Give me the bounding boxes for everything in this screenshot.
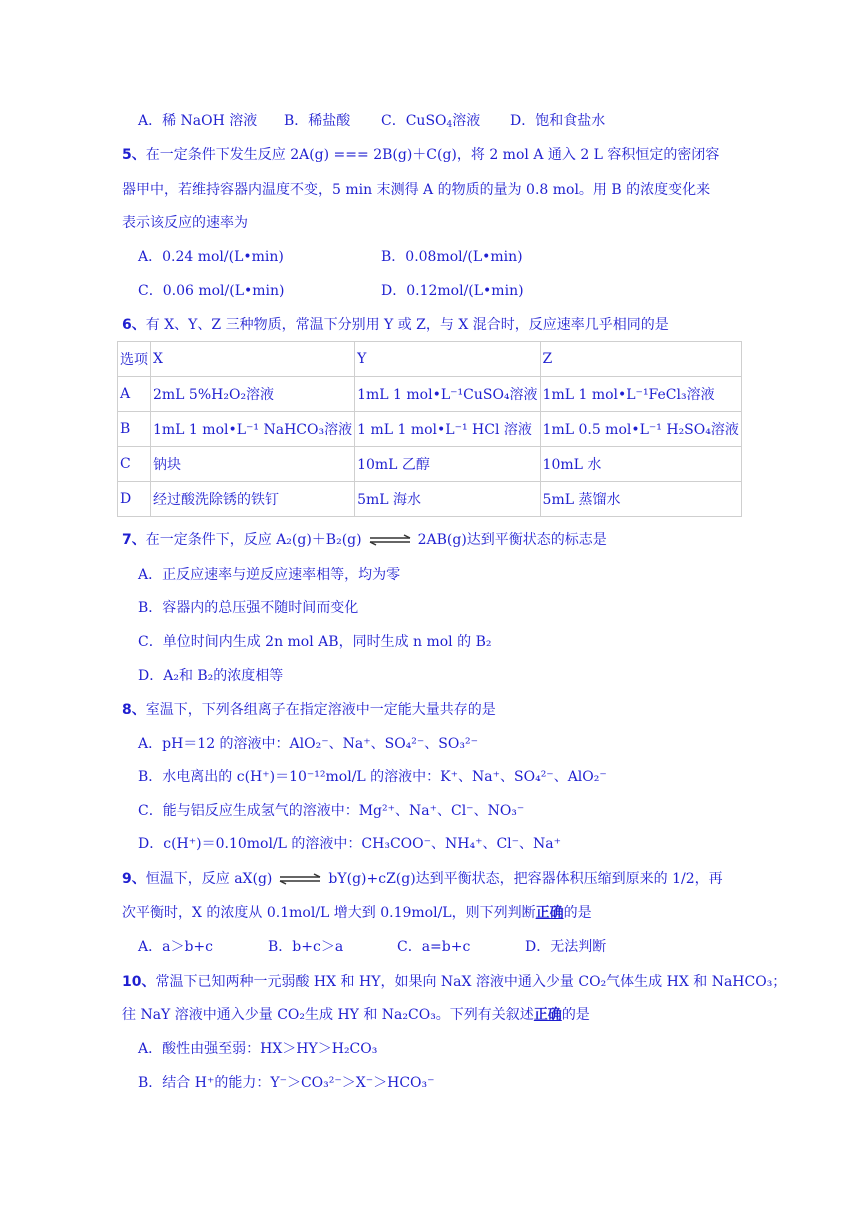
q4-option-c: C．CuSO$_4$溶液 — [381, 113, 481, 130]
emphasis-underline: 正确 — [535, 905, 564, 921]
row-label: D — [118, 482, 151, 517]
q10-option-a: A．酸性由强至弱：HX＞HY＞H₂CO₃ — [138, 1041, 378, 1057]
table-row — [118, 482, 742, 517]
header-cell: Y — [355, 342, 540, 377]
q7-option-c: C．单位时间内生成 2n mol AB，同时生成 n mol 的 B₂ — [138, 634, 492, 650]
q8-option-a: A．pH＝12 的溶液中：AlO₂⁻、Na⁺、SO₄²⁻、SO₃²⁻ — [138, 736, 478, 752]
header-cell: 选项 — [118, 342, 151, 377]
q9-option-c: C．a=b+c — [397, 939, 471, 955]
header-cell: Z — [540, 342, 741, 377]
q9-stem-line2: 次平衡时，X 的浓度从 0.1mol/L 增大到 0.19mol/L，则下列判断正确的是 — [122, 905, 592, 921]
q5-stem-line2: 器甲中，若维持容器内温度不变，5 min 末测得 A 的物质的量为 0.8 mol。用 B 的浓度变化来 — [122, 182, 711, 198]
q4-option-d: D．饱和食盐水 — [510, 113, 606, 129]
cell-x: 经过酸洗除锈的铁钉 — [151, 482, 355, 517]
q5-option-d: D．0.12mol/(L•min) — [381, 283, 524, 299]
row-label: C — [118, 447, 151, 482]
equilibrium-arrow-icon — [368, 534, 412, 546]
q6-table — [117, 341, 742, 517]
q9-option-b: B．b+c＞a — [268, 939, 344, 955]
question-number: 7 — [122, 532, 132, 548]
cell-y: 5mL 海水 — [355, 482, 540, 517]
q8-stem: 8、室温下，下列各组离子在指定溶液中一定能大量共存的是 — [122, 702, 496, 718]
equilibrium-arrow-icon — [278, 873, 322, 885]
q8-option-d: D．c(H⁺)＝0.10mol/L 的溶液中：CH₃COO⁻、NH₄⁺、Cl⁻、Na⁺ — [138, 836, 562, 852]
q10-option-b: B．结合 H⁺的能力：Y⁻＞CO₃²⁻＞X⁻＞HCO₃⁻ — [138, 1075, 435, 1091]
question-number: 8 — [122, 702, 132, 718]
q10-stem-line1: 10、常温下已知两种一元弱酸 HX 和 HY，如果向 NaX 溶液中通入少量 CO₂气体生成 HX 和 NaHCO₃； — [122, 974, 787, 990]
table-header-row — [118, 342, 742, 377]
q9-stem-line1: 9、恒温下，反应 aX(g) bY(g)+cZ(g)达到平衡状态，把容器体积压缩到原来的 1/2，再 — [122, 871, 723, 887]
question-number: 5 — [122, 147, 132, 163]
q4-option-b: B．稀盐酸 — [284, 113, 351, 129]
cell-y: 1 mL 1 mol•L⁻¹ HCl 溶液 — [355, 412, 540, 447]
q9-option-a: A．a＞b+c — [138, 939, 213, 955]
emphasis-underline: 正确 — [533, 1007, 562, 1023]
q5-option-c: C．0.06 mol/(L•min) — [138, 283, 285, 299]
cell-z: 5mL 蒸馏水 — [540, 482, 741, 517]
q5-stem-line3: 表示该反应的速率为 — [122, 215, 248, 231]
q5-option-a: A．0.24 mol/(L•min) — [138, 249, 284, 265]
q8-option-b: B．水电离出的 c(H⁺)＝10⁻¹²mol/L 的溶液中：K⁺、Na⁺、SO₄²⁻、AlO₂⁻ — [138, 769, 607, 785]
table-row — [118, 412, 742, 447]
row-label: B — [118, 412, 151, 447]
q8-option-c: C．能与铝反应生成氢气的溶液中：Mg²⁺、Na⁺、Cl⁻、NO₃⁻ — [138, 803, 525, 819]
q4-option-a: A．稀 NaOH 溶液 — [138, 113, 258, 129]
q5-stem-line1: 5、在一定条件下发生反应 2A(g) === 2B(g)＋C(g)，将 2 mol A 通入 2 L 容积恒定的密闭容 — [122, 147, 720, 163]
question-number: 10 — [122, 974, 142, 990]
q7-option-b: B．容器内的总压强不随时间而变化 — [138, 600, 359, 616]
cell-z: 10mL 水 — [540, 447, 741, 482]
cell-x: 钠块 — [151, 447, 355, 482]
q7-stem: 7、在一定条件下，反应 A₂(g)＋B₂(g) 2AB(g)达到平衡状态的标志是 — [122, 532, 607, 548]
q5-option-b: B．0.08mol/(L•min) — [381, 249, 523, 265]
row-label: A — [118, 377, 151, 412]
cell-z: 1mL 1 mol•L⁻¹FeCl₃溶液 — [540, 377, 741, 412]
table-row — [118, 377, 742, 412]
table-row — [118, 447, 742, 482]
cell-x: 2mL 5%H₂O₂溶液 — [151, 377, 355, 412]
q6-stem: 6、有 X、Y、Z 三种物质，常温下分别用 Y 或 Z，与 X 混合时，反应速率几乎相同的是 — [122, 317, 669, 333]
header-cell: X — [151, 342, 355, 377]
cell-x: 1mL 1 mol•L⁻¹ NaHCO₃溶液 — [151, 412, 355, 447]
cell-y: 10mL 乙醇 — [355, 447, 540, 482]
q7-option-d: D．A₂和 B₂的浓度相等 — [138, 668, 284, 684]
cell-z: 1mL 0.5 mol•L⁻¹ H₂SO₄溶液 — [540, 412, 741, 447]
q9-option-d: D．无法判断 — [525, 939, 607, 955]
question-number: 9 — [122, 871, 132, 887]
q7-option-a: A．正反应速率与逆反应速率相等，均为零 — [138, 567, 401, 583]
cell-y: 1mL 1 mol•L⁻¹CuSO₄溶液 — [355, 377, 540, 412]
q10-stem-line2: 往 NaY 溶液中通入少量 CO₂生成 HY 和 Na₂CO₃。下列有关叙述正确的是 — [122, 1007, 590, 1023]
question-number: 6 — [122, 317, 132, 333]
